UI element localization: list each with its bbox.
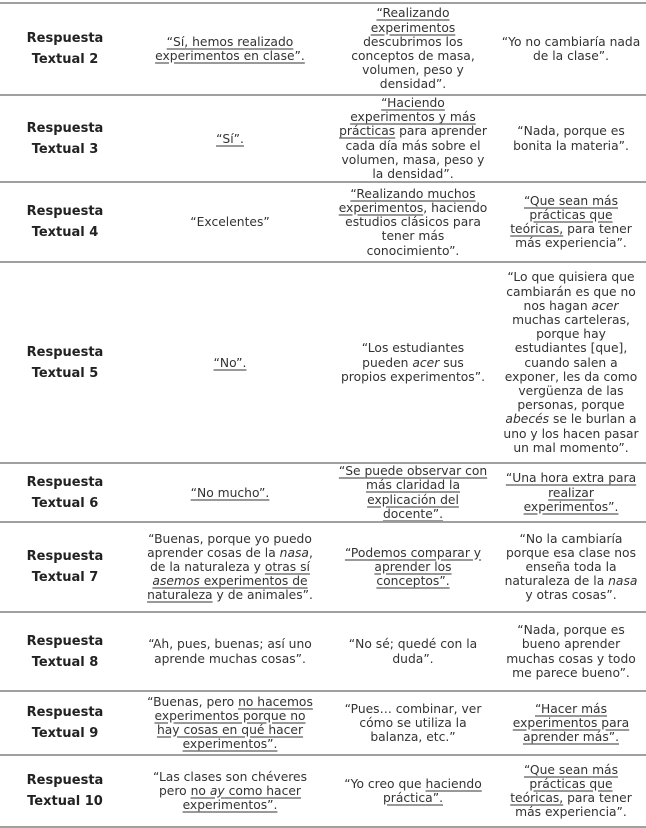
response-text: , de la naturaleza y xyxy=(150,545,313,574)
table-row xyxy=(0,522,646,612)
table-row xyxy=(0,612,646,691)
underlined-text: “Podemos comparar y aprender los conceptos”. xyxy=(344,545,482,589)
underlined-text: como hacer experimentos”. xyxy=(182,783,301,813)
row-label-line: Respuesta xyxy=(26,204,104,220)
responses-table xyxy=(0,2,646,828)
table-row xyxy=(0,262,646,463)
response-cell-question-3 xyxy=(496,3,646,95)
underlined-text: “Realizando muchos experimentos xyxy=(338,186,476,215)
underlined-text: “Se puede observar con más claridad la explicación del docente”. xyxy=(338,464,488,521)
response-text: “No sé; quedé con la duda”. xyxy=(348,637,478,666)
response-text: para tener más experiencia”. xyxy=(515,791,632,820)
response-cell-question-2 xyxy=(330,522,496,612)
row-label-line: Respuesta xyxy=(26,633,104,649)
italic-text: abecés xyxy=(505,412,550,427)
row-label xyxy=(0,755,130,827)
response-text: “Yo no cambiaría nada de la clase”. xyxy=(501,34,641,63)
response-cell-question-3 xyxy=(496,755,646,827)
underlined-text: “Hacer más experimentos para aprender más”. xyxy=(512,701,630,745)
response-text: descubrimos los conceptos de masa, volumen, peso y densidad”. xyxy=(351,34,475,92)
underlined-text: no hacemos experimentos porque no hay cosas en qué hacer experimentos”. xyxy=(154,694,313,752)
table-row xyxy=(0,3,646,95)
response-text: “Las clases son chéveres pero xyxy=(152,769,308,798)
response-cell-question-2 xyxy=(330,463,496,522)
response-cell-question-1 xyxy=(130,522,330,612)
response-cell-question-1 xyxy=(130,182,330,262)
underlined-text: “Una hora extra para realizar experimentos”. xyxy=(505,471,637,514)
response-cell-question-2 xyxy=(330,612,496,691)
response-cell-question-3 xyxy=(496,95,646,182)
row-label-line: Respuesta xyxy=(26,31,104,46)
table-row xyxy=(0,182,646,262)
row-label xyxy=(0,3,130,95)
underlined-text: “Haciendo experimentos y más prácticas xyxy=(339,96,476,139)
response-cell-question-1 xyxy=(130,463,330,522)
underlined-text: asemos xyxy=(152,574,200,589)
response-text: “Excelentes” xyxy=(190,215,270,230)
response-cell-question-3 xyxy=(496,691,646,755)
response-cell-question-3 xyxy=(496,612,646,691)
response-cell-question-1 xyxy=(130,95,330,182)
response-text: , haciendo estudios clásicos para tener más conocimiento”. xyxy=(345,200,488,258)
row-label-line: Respuesta xyxy=(26,773,104,789)
response-cell-question-1 xyxy=(130,755,330,827)
response-cell-question-3 xyxy=(496,522,646,612)
row-label-line: Respuesta xyxy=(26,474,104,490)
response-text: “No la cambiaría porque esa clase nos enseña toda la naturaleza de la xyxy=(504,531,636,589)
row-label-line: Textual 10 xyxy=(27,794,103,810)
table-row xyxy=(0,463,646,522)
response-text: “Ah, pues, buenas; así uno aprende muchas cosas”. xyxy=(148,637,312,666)
underlined-text: haciendo práctica”. xyxy=(383,776,482,806)
italic-text: nasa xyxy=(279,545,309,560)
response-text: “Los estudiantes pueden xyxy=(361,341,465,370)
response-cell-question-2 xyxy=(330,95,496,182)
response-text: y de animales”. xyxy=(212,588,313,603)
italic-text: acer xyxy=(412,355,440,370)
response-cell-question-2 xyxy=(330,262,496,463)
italic-text: acer xyxy=(591,298,619,313)
response-cell-question-3 xyxy=(496,262,646,463)
row-label xyxy=(0,463,130,522)
row-label xyxy=(0,95,130,182)
response-text: “Nada, porque es bonita la materia”. xyxy=(513,124,629,153)
response-cell-question-3 xyxy=(496,182,646,262)
table-row xyxy=(0,95,646,182)
row-label xyxy=(0,612,130,691)
response-text: “Buenas, pero xyxy=(147,694,239,709)
response-text: muchas carteleras, porque hay estudiantes [que], cuando salen a exponer, les da como vergüenza de las personas, porque xyxy=(504,313,638,413)
row-label-line: Textual 9 xyxy=(31,726,99,742)
response-text: “Pues… combinar, ver cómo se utiliza la balanza, etc.” xyxy=(344,701,482,745)
table-row xyxy=(0,755,646,827)
underlined-text: otras sí xyxy=(264,559,310,574)
row-label-line: Textual 2 xyxy=(31,52,99,67)
row-label-line: Textual 3 xyxy=(31,141,99,157)
underlined-text: “Realizando experimentos xyxy=(370,6,456,35)
response-text: “Nada, porque es bueno aprender muchas cosas y todo me parece bueno”. xyxy=(506,623,636,680)
row-label-line: Respuesta xyxy=(26,705,104,721)
response-cell-question-2 xyxy=(330,3,496,95)
table-row xyxy=(0,691,646,755)
underlined-text: “Que sean más prácticas que teóricas, xyxy=(510,193,618,237)
response-cell-question-2 xyxy=(330,691,496,755)
underlined-text: “Sí”. xyxy=(216,131,244,146)
response-text: “Lo que quisiera que cambiarán es que no nos hagan xyxy=(506,270,636,313)
response-text: sus propios experimentos”. xyxy=(340,355,485,384)
row-label-line: Respuesta xyxy=(26,344,104,360)
underlined-text: experimentos de naturaleza xyxy=(147,574,308,603)
underlined-text: “No mucho”. xyxy=(190,485,270,500)
row-label-line: Textual 6 xyxy=(31,495,99,511)
response-text: para aprender cada día más sobre el volumen, masa, peso y la densidad”. xyxy=(341,124,487,182)
response-text: para tener más experiencia”. xyxy=(515,222,632,251)
row-label-line: Textual 5 xyxy=(31,365,99,381)
row-label xyxy=(0,182,130,262)
underlined-text: “Que sean más prácticas que teóricas, xyxy=(510,762,618,806)
row-label xyxy=(0,262,130,463)
underlined-text: no xyxy=(190,783,210,798)
underlined-text: “No”. xyxy=(213,355,247,370)
row-label xyxy=(0,522,130,612)
response-text: y otras cosas”. xyxy=(525,588,617,603)
response-cell-question-1 xyxy=(130,691,330,755)
underlined-text: “Sí, hemos realizado experimentos en clase”. xyxy=(155,34,305,63)
row-label-line: Textual 8 xyxy=(31,654,99,670)
italic-text: nasa xyxy=(608,574,638,589)
row-label-line: Respuesta xyxy=(26,120,104,136)
row-label-line: Textual 4 xyxy=(31,225,99,241)
response-cell-question-2 xyxy=(330,755,496,827)
response-cell-question-1 xyxy=(130,3,330,95)
response-text: “Yo creo que xyxy=(344,776,426,791)
row-label-line: Textual 7 xyxy=(31,570,99,586)
response-cell-question-3 xyxy=(496,463,646,522)
underlined-text: ay xyxy=(209,783,225,798)
response-text: se le burlan a uno y los hacen pasar un mal momento”. xyxy=(503,412,639,455)
response-cell-question-2 xyxy=(330,182,496,262)
response-cell-question-1 xyxy=(130,612,330,691)
row-label-line: Respuesta xyxy=(26,549,104,565)
response-text: “Buenas, porque yo puedo aprender cosas de la xyxy=(147,531,312,560)
row-label xyxy=(0,691,130,755)
response-cell-question-1 xyxy=(130,262,330,463)
